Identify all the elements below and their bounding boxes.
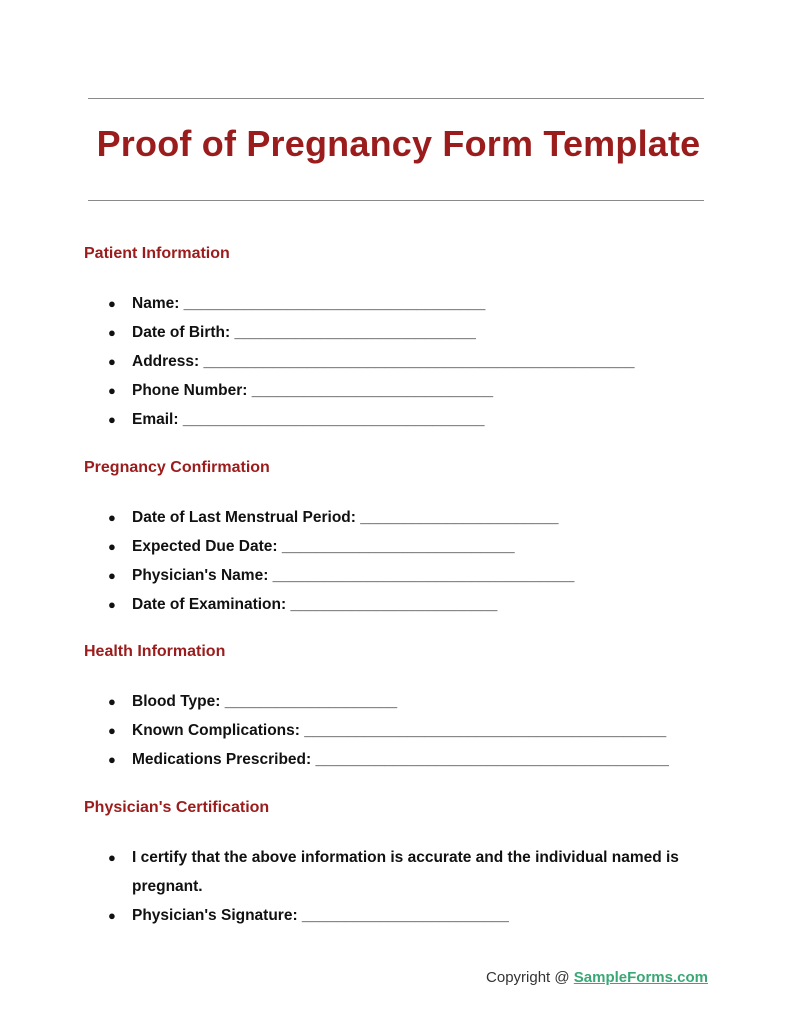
- list-item-certification-statement: ● I certify that the above information is accurate and the individual named is pregnant.: [108, 843, 722, 901]
- list-item-known-complications: ● Known Complications: __________________________________________: [108, 716, 669, 745]
- bullet-icon: ●: [108, 752, 116, 767]
- patient-information-list: [108, 289, 635, 434]
- bullet-icon: ●: [108, 412, 116, 427]
- bullet-icon: ●: [108, 850, 116, 865]
- bullet-icon: ●: [108, 568, 116, 583]
- bullet-icon: ●: [108, 723, 116, 738]
- bullet-icon: ●: [108, 296, 116, 311]
- bullet-icon: ●: [108, 354, 116, 369]
- copyright-text: Copyright @: [486, 969, 574, 986]
- bottom-divider: [88, 200, 704, 201]
- bullet-icon: ●: [108, 383, 116, 398]
- bullet-icon: ●: [108, 325, 116, 340]
- list-item-date-of-birth: ● Date of Birth: ____________________________: [108, 318, 635, 347]
- list-item-phone-number: ● Phone Number: ____________________________: [108, 376, 635, 405]
- section-heading-pregnancy-confirmation: Pregnancy Confirmation: [84, 459, 270, 476]
- health-information-list: [108, 687, 669, 774]
- list-item-address: ● Address: __________________________________________________: [108, 347, 635, 376]
- list-item-physician-name: ● Physician's Name: ___________________________________: [108, 561, 574, 590]
- list-item-blood-type: ● Blood Type: ____________________: [108, 687, 669, 716]
- page-title: Proof of Pregnancy Form Template: [96, 123, 701, 164]
- physician-certification-list: [108, 843, 722, 930]
- section-heading-health-information: Health Information: [84, 643, 226, 660]
- list-item-physician-signature: ● Physician's Signature: ________________________: [108, 901, 722, 930]
- sampleforms-link[interactable]: SampleForms.com: [573, 969, 708, 986]
- list-item-email: ● Email: ___________________________________: [108, 405, 635, 434]
- bullet-icon: ●: [108, 597, 116, 612]
- list-item-expected-due-date: ● Expected Due Date: ___________________________: [108, 532, 574, 561]
- section-heading-patient-information: Patient Information: [84, 245, 230, 262]
- footer-copyright: [486, 968, 708, 988]
- bullet-icon: ●: [108, 908, 116, 923]
- list-item-name: ● Name: ___________________________________: [108, 289, 635, 318]
- bullet-icon: ●: [108, 539, 116, 554]
- bullet-icon: ●: [108, 694, 116, 709]
- pregnancy-confirmation-list: [108, 503, 574, 619]
- list-item-last-menstrual-period: ● Date of Last Menstrual Period: _______________________: [108, 503, 574, 532]
- bullet-icon: ●: [108, 510, 116, 525]
- list-item-medications-prescribed: ● Medications Prescribed: _________________________________________: [108, 745, 669, 774]
- top-divider: [88, 98, 704, 99]
- section-heading-physician-certification: Physician's Certification: [84, 799, 270, 816]
- list-item-date-of-examination: ● Date of Examination: ________________________: [108, 590, 574, 619]
